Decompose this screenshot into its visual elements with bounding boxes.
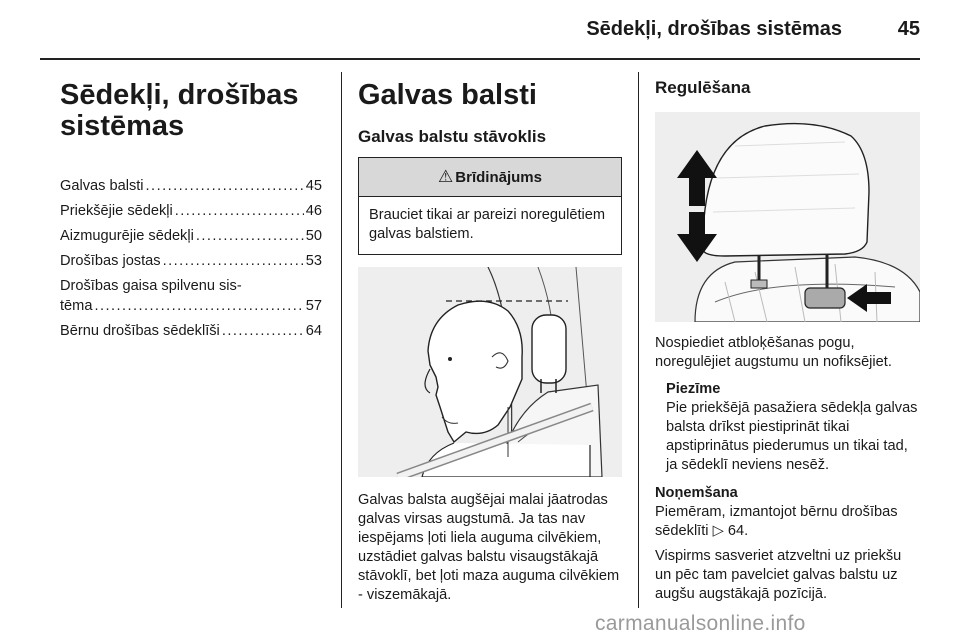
- section-subtitle: Galvas balstu stāvoklis: [358, 127, 547, 146]
- note-text: Pie priekšējā pasažiera sēdekļa galvas balsta drīkst piestiprināt tikai apstiprinātus piederumus un tikai tad, ja sēdeklī neviens nesēž.: [666, 400, 918, 473]
- toc-item[interactable]: [60, 201, 322, 221]
- reference-arrow-icon[interactable]: ▷: [712, 523, 724, 539]
- page-number: 45: [897, 18, 920, 40]
- toc-leader: [94, 296, 303, 316]
- removal-title: Noņemšana: [655, 485, 738, 501]
- warning-header: [359, 158, 621, 197]
- toc-leader: [146, 176, 304, 196]
- toc-label: Bērnu drošības sēdeklīši: [60, 323, 220, 339]
- table-of-contents: [60, 176, 322, 341]
- toc-leader: [222, 321, 304, 341]
- header-title: Sēdekļi, drošības sistēmas: [586, 18, 842, 40]
- chapter-column: [60, 72, 322, 346]
- toc-page: 45: [305, 178, 322, 194]
- headrest-position-illustration: [358, 267, 622, 477]
- toc-page: 64: [305, 323, 322, 339]
- toc-page: 53: [305, 253, 322, 269]
- warning-title: Brīdinājums: [455, 168, 542, 186]
- toc-leader: [163, 251, 304, 271]
- toc-label: Aizmugurējie sēdekļi: [60, 228, 194, 244]
- toc-leader: [175, 201, 304, 221]
- removal-text: [655, 503, 921, 541]
- column-divider-right: [638, 72, 639, 608]
- section-title: Galvas balsti: [358, 79, 537, 111]
- warning-box: [358, 157, 622, 255]
- headrest-section-column: [358, 72, 622, 605]
- note-block: [666, 380, 921, 475]
- toc-page: 46: [305, 203, 322, 219]
- toc-page: 57: [305, 298, 322, 314]
- note-title: Piezīme: [666, 381, 721, 397]
- toc-item[interactable]: [60, 226, 322, 246]
- toc-item[interactable]: [60, 251, 322, 271]
- toc-leader: [196, 226, 304, 246]
- toc-item[interactable]: [60, 176, 322, 196]
- toc-label: Galvas balsti: [60, 178, 144, 194]
- warning-triangle-icon: ⚠: [438, 167, 454, 186]
- adjustment-text: Nospiediet atbloķēšanas pogu, noregulējiet augstumu un nofiksējiet.: [655, 335, 892, 370]
- toc-label: Priekšējie sēdekļi: [60, 203, 173, 219]
- warning-text: Brauciet tikai ar pareizi noregulētiem galvas balstiem.: [369, 207, 606, 242]
- removal-text-main: Piemēram, izmantojot bērnu drošības sēdeklīti: [655, 504, 898, 539]
- watermark: carmanualsonline.info: [595, 612, 806, 635]
- toc-label: Drošības jostas: [60, 253, 161, 269]
- toc-label: tēma: [60, 298, 93, 314]
- headrest-adjustment-illustration: [655, 112, 920, 322]
- adjustment-column: [655, 72, 921, 604]
- removal-ref-page[interactable]: 64.: [727, 523, 749, 539]
- column-divider-left: [341, 72, 342, 608]
- toc-item[interactable]: [60, 321, 322, 341]
- toc-page: 50: [305, 228, 322, 244]
- header-divider: [40, 58, 920, 60]
- toc-label-line1: Drošības gaisa spilvenu sis-: [60, 278, 242, 294]
- headrest-position-text: Galvas balsta augšējai malai jāatrodas galvas virsas augstumā. Ja tas nav iespējams ļoti liela auguma cilvēkiem, uzstādiet galvas balstu visaugstākajā stāvoklī, bet ļoti maza auguma cilvēkiem - viszemākajā.: [358, 492, 620, 603]
- chapter-title: Sēdekļi, drošības sistēmas: [60, 79, 299, 142]
- removal-text-2: Vispirms sasveriet atzveltni uz priekšu un pēc tam pavelciet galvas balstu uz augšu augstākajā pozīcijā.: [655, 548, 902, 602]
- toc-item[interactable]: [60, 276, 322, 316]
- adjustment-title: Regulēšana: [655, 78, 751, 97]
